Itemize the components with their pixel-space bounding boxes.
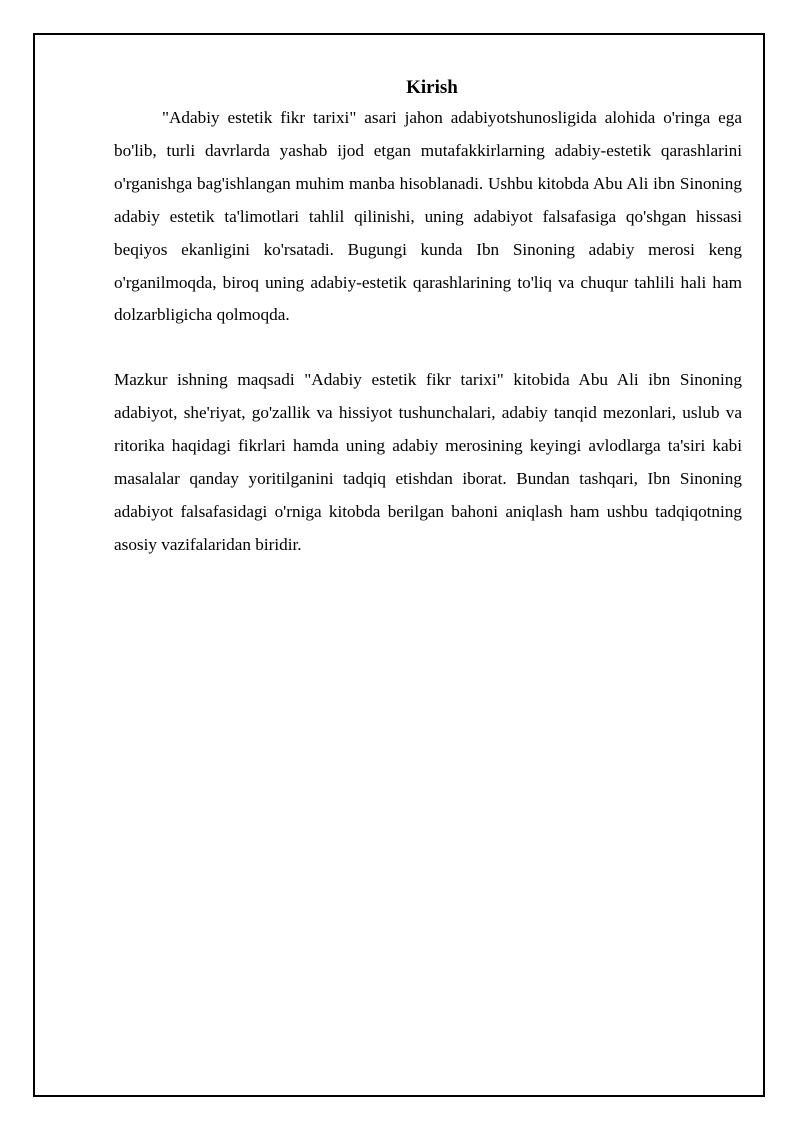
document-body [114,76,742,562]
paragraph-spacer [114,332,742,364]
paragraph-purpose: Mazkur ishning maqsadi "Adabiy estetik fikr tarixi" kitobida Abu Ali ibn Sinoning adabiyot, she'riyat, go'zallik va hissiyot tushunchalari, adabiy tanqid mezonlari, uslub va ritorika haqidagi fikrlari hamda uning adabiy merosining keyingi avlodlarga ta'siri kabi masalalar qanday yoritilganini tadqiq etishdan iborat. Bundan tashqari, Ibn Sinoning adabiyot falsafasidagi o'rniga kitobda berilgan bahoni aniqlash ham ushbu tadqiqotning asosiy vazifalaridan biridir. [114,370,742,554]
document-title: Kirish [406,77,458,98]
paragraph-introduction: "Adabiy estetik fikr tarixi" asari jahon adabiyotshunosligida alohida o'ringa ega bo'lib, turli davrlarda yashab ijod etgan mutafakkirlarning adabiy-estetik qarashlarini o'rganishga bag'ishlangan muhim manba hisoblanadi. Ushbu kitobda Abu Ali ibn Sinoning adabiy estetik ta'limotlari tahlil qilinishi, uning adabiyot falsafasiga qo'shgan hissasi beqiyos ekanligini ko'rsatadi. Bugungi kunda Ibn Sinoning adabiy merosi keng o'rganilmoqda, biroq uning adabiy-estetik qarashlarining to'liq va chuqur tahlili hali ham dolzarbligicha qolmoqda. [114,108,742,325]
